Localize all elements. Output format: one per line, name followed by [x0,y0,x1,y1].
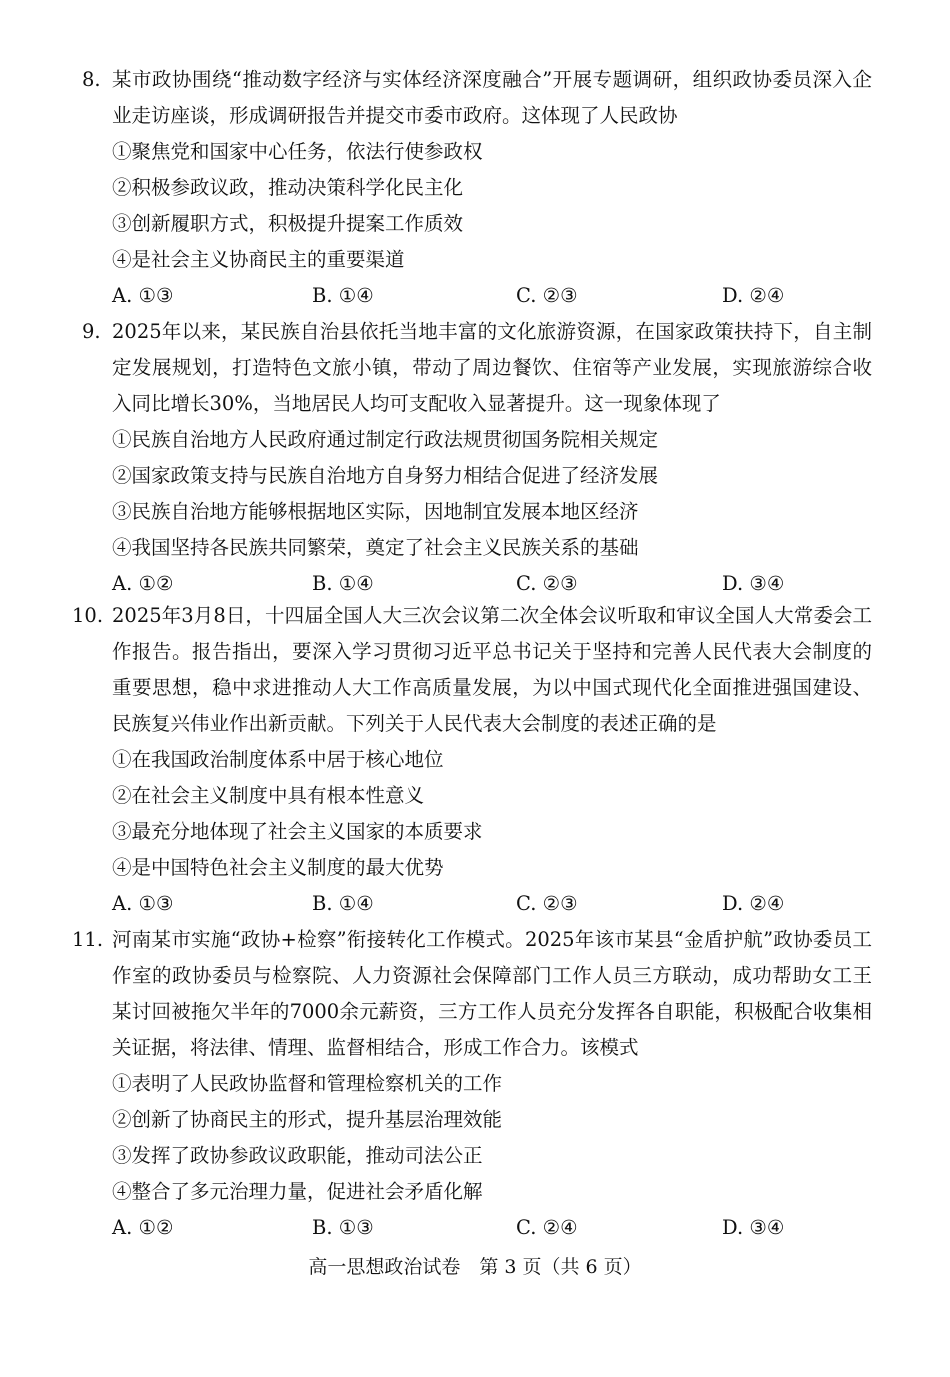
question-stem [72,598,872,742]
statement-option: ④是社会主义协商民主的重要渠道 [112,248,405,271]
choice-b: B. ①④ [312,892,374,915]
question-stem [82,314,872,422]
choice-d: D. ②④ [722,284,785,307]
statement-option: ④我国坚持各民族共同繁荣，奠定了社会主义民族关系的基础 [112,536,639,559]
question-number: 11. [72,928,104,951]
answer-choices [82,566,872,602]
statement-option: ①在我国政治制度体系中居于核心地位 [112,748,444,771]
question-number: 10. [72,604,104,627]
answer-choices [82,278,872,314]
question-11 [72,922,872,1246]
choice-c: C. ②③ [516,892,578,915]
choice-b: B. ①④ [312,572,374,595]
choice-d: D. ③④ [722,572,785,595]
choice-a: A. ①② [112,572,174,595]
statement-option: ④是中国特色社会主义制度的最大优势 [112,856,444,879]
statement-option: ②创新了协商民主的形式，提升基层治理效能 [112,1108,503,1131]
choice-b: B. ①③ [312,1216,374,1239]
choice-a: A. ①② [112,1216,174,1239]
statement-option: ③最充分地体现了社会主义国家的本质要求 [112,820,483,843]
choice-d: D. ③④ [722,1216,785,1239]
question-text: 河南某市实施“政协+检察”衔接转化工作模式。2025年该市某县“金盾护航”政协委员工作室的政协委员与检察院、人力资源社会保障部门工作人员三方联动，成功帮助女工王某讨回被拖欠半年的7000余元薪资，三方工作人员充分发挥各自职能，积极配合收集相关证据，将法律、情理、监督相结合，形成工作合力。该模式 [112,928,872,1059]
statement-option: ①民族自治地方人民政府通过制定行政法规贯彻国务院相关规定 [112,428,659,451]
statement-option: ②积极参政议政，推动决策科学化民主化 [112,176,464,199]
statement-option: ①表明了人民政协监督和管理检察机关的工作 [112,1072,503,1095]
question-10 [72,598,872,922]
choice-d: D. ②④ [722,892,785,915]
statement-option: ③创新履职方式，积极提升提案工作质效 [112,212,464,235]
question-number: 8. [82,68,101,91]
answer-choices [82,886,872,922]
choice-c: C. ②③ [516,572,578,595]
statement-option: ②国家政策支持与民族自治地方自身努力相结合促进了经济发展 [112,464,659,487]
statement-option: ②在社会主义制度中具有根本性意义 [112,784,425,807]
statement-option: ③发挥了政协参政议政职能，推动司法公正 [112,1144,483,1167]
statement-option: ①聚焦党和国家中心任务，依法行使参政权 [112,140,483,163]
choice-c: C. ②③ [516,284,578,307]
question-text: 2025年以来，某民族自治县依托当地丰富的文化旅游资源，在国家政策扶持下，自主制定发展规划，打造特色文旅小镇，带动了周边餐饮、住宿等产业发展，实现旅游综合收入同比增长30%，当地居民人均可支配收入显著提升。这一现象体现了 [112,320,872,415]
page-footer: 高一思想政治试卷 第 3 页（共 6 页） [308,1256,642,1278]
choice-a: A. ①③ [112,284,174,307]
statement-option: ③民族自治地方能够根据地区实际，因地制宜发展本地区经济 [112,500,639,523]
statement-option: ④整合了多元治理力量，促进社会矛盾化解 [112,1180,483,1203]
question-text: 某市政协围绕“推动数字经济与实体经济深度融合”开展专题调研，组织政协委员深入企业走访座谈，形成调研报告并提交市委市政府。这体现了人民政协 [112,68,872,127]
question-number: 9. [82,320,101,343]
answer-choices [82,1210,872,1246]
question-text: 2025年3月8日，十四届全国人大三次会议第二次全体会议听取和审议全国人大常委会工作报告。报告指出，要深入学习贯彻习近平总书记关于坚持和完善人民代表大会制度的重要思想，稳中求进推动人大工作高质量发展，为以中国式现代化全面推进强国建设、民族复兴伟业作出新贡献。下列关于人民代表大会制度的表述正确的是 [112,604,872,735]
question-9 [82,314,872,602]
choice-c: C. ②④ [516,1216,578,1239]
question-stem [82,62,872,134]
question-8 [82,62,872,314]
choice-b: B. ①④ [312,284,374,307]
choice-a: A. ①③ [112,892,174,915]
question-stem [72,922,872,1066]
